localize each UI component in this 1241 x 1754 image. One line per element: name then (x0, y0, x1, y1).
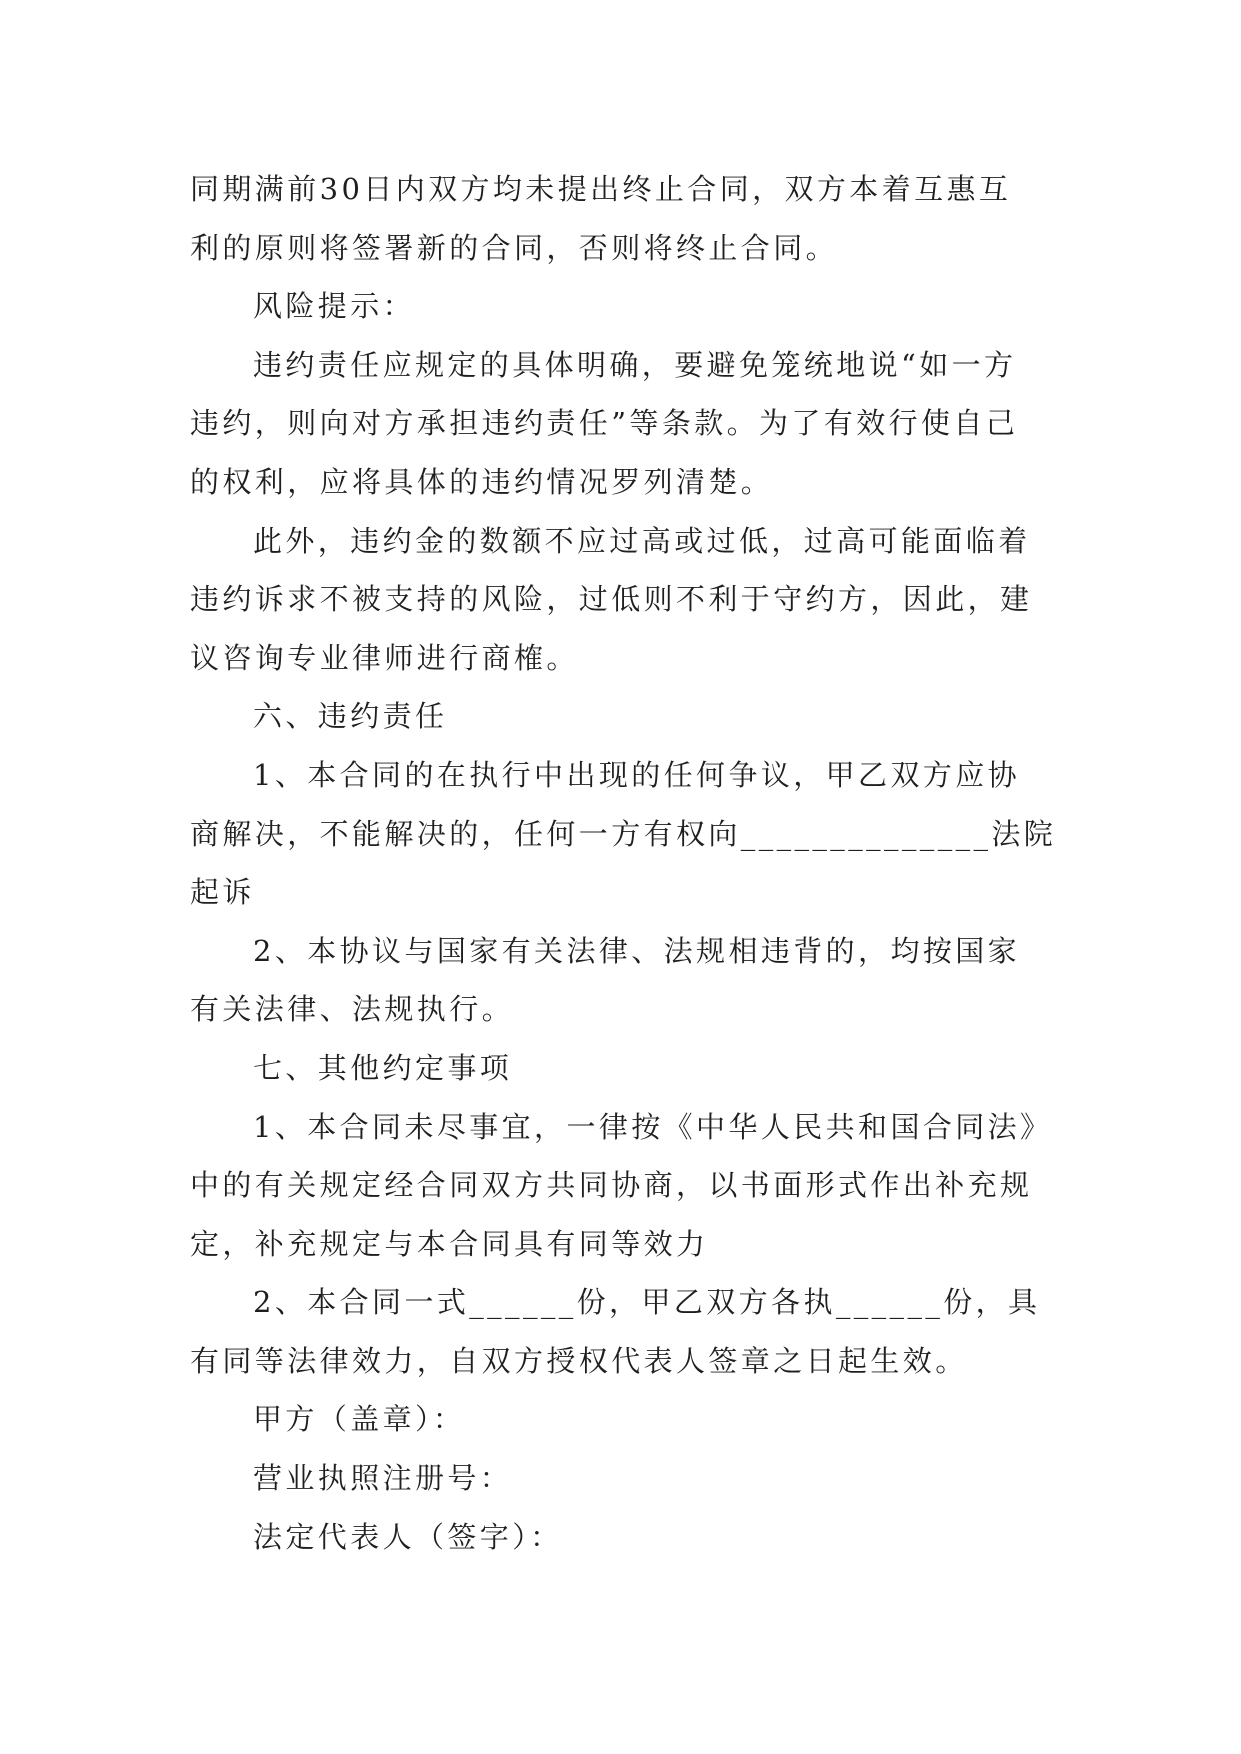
clause-line: 定，补充规定与本合同具有同等效力 (190, 1226, 709, 1261)
signature-field-legal-representative: 法定代表人（签字）： (253, 1519, 563, 1554)
clause-line: 1、本合同的在执行中出现的任何争议，甲乙双方应协 (253, 757, 1021, 792)
clause-line: 中的有关规定经合同双方共同协商，以书面形式作出补充规 (190, 1168, 1033, 1203)
clause-line: 有同等法律效力，自双方授权代表人签章之日起生效。 (190, 1343, 968, 1378)
section-heading-risk-tip: 风险提示： (253, 289, 416, 324)
text-line: 违约诉求不被支持的风险，过低则不利于守约方，因此，建 (190, 582, 1033, 617)
clause-line: 商解决，不能解决的，任何一方有权向______________法院 (190, 816, 1057, 851)
clause-line: 1、本合同未尽事宜，一律按《中华人民共和国合同法》 (253, 1109, 1053, 1144)
signature-field-license-number: 营业执照注册号： (253, 1461, 513, 1496)
text-line: 利的原则将签署新的合同，否则将终止合同。 (190, 230, 839, 265)
text-line: 的权利，应将具体的违约情况罗列清楚。 (190, 464, 774, 499)
clause-line: 有关法律、法规执行。 (190, 992, 515, 1027)
text-line: 同期满前30日内双方均未提出终止合同，双方本着互惠互 (190, 172, 1012, 206)
text-line: 违约责任应规定的具体明确，要避免笼统地说“如一方 (253, 347, 1017, 382)
clause-line: 2、本协议与国家有关法律、法规相违背的，均按国家 (253, 933, 1021, 968)
text-line: 议咨询专业律师进行商榷。 (190, 640, 579, 675)
text-line: 此外，违约金的数额不应过高或过低，过高可能面临着 (253, 523, 1031, 558)
section-heading-breach-liability: 六、违约责任 (253, 699, 448, 734)
document-body (190, 160, 1057, 1566)
clause-line: 2、本合同一式______份，甲乙双方各执______份，具 (253, 1285, 1041, 1320)
section-heading-other-matters: 七、其他约定事项 (253, 1050, 513, 1085)
signature-field-party-a-seal: 甲方（盖章）： (253, 1402, 466, 1437)
text-line: 违约，则向对方承担违约责任”等条款。为了有效行使自己 (190, 406, 1019, 441)
clause-line: 起诉 (190, 875, 255, 910)
